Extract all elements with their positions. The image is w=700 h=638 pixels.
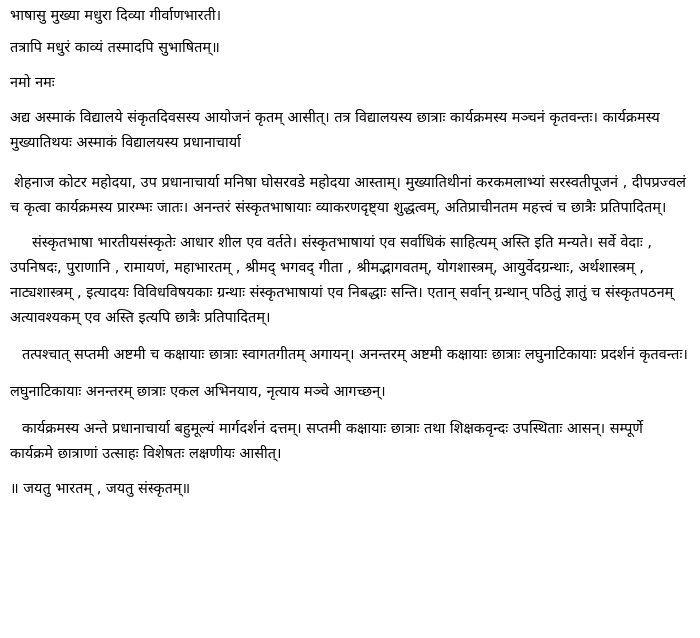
verse-line-1: भाषासु मुख्या मधुरा दिव्या गीर्वाणभारती। [10,8,222,24]
paragraph-songs: तत्पश्चात् सप्तमी अष्टमी च कक्षायाः छात्राः स्वागतगीतम् अगायन्। अनन्तरम् अष्टमी कक्षायाः छात्राः लघुनाटिकायाः प्रदर्शनं कृतवन्तः। [22,347,688,363]
closing-line: ॥ जयतु भारतम् , जयतु संस्कृतम्॥ [10,481,191,497]
verse-line-2: तत्रापि मधुरं काव्यं तस्मादपि सुभाषितम्॥ [10,40,220,56]
paragraph-conclusion: कार्यक्रमस्य अन्ते प्रधानाचार्या बहुमूल्यं मार्गदर्शनं दत्तम्। सप्तमी कक्षायाः छात्राः तथा शिक्षकवृन्दः उपस्थिताः आसन्। सम्पूर्णे कार्यक्रमे छात्राणां उत्साहः विशेषतः लक्षणीयः आसीत्। [10,421,643,462]
paragraph-sanskrit-importance: संस्कृतभाषा भारतीयसंस्कृतेः आधार शील एव वर्तते। संस्कृतभाषायां एव सर्वाधिकं साहित्यम् अस्ति इति मन्यते। सर्वे वेदाः , उपनिषदः, पुराणानि , रामायणं, महाभारतम् , श्रीमद् भगवद् गीता , श्रीमद्भागवतम्, योगशास्त्रम्, आयुर्वेदग्रन्थाः, अर्थशास्त्रम् , नाट्यशास्त्रम् , इत्यादयः विविधविषयकाः ग्रन्थाः संस्कृतभाषायां एव निबद्धाः सन्ति। एतान् सर्वान् ग्रन्थान् पठितुं ज्ञातुं च संस्कृतपठनम् अत्यावश्यकम् एव अस्ति इत्यपि छात्रैः प्रतिपादितम्। [10,235,674,326]
paragraph-intro: अद्य अस्माकं विद्यालये संकृतदिवसस्य आयोजनं कृतम् आसीत्। तत्र विद्यालयस्य छात्राः कार्यक्रमस्य मञ्चनं कृतवन्तः। कार्यक्रमस्य मुख्यातिथयः अस्माकं विद्यालयस्य प्रधानाचार्या [10,110,660,151]
paragraph-performances: लघुनाटिकायाः अनन्तरम् छात्राः एकल अभिनयाय, नृत्याय मञ्चे आगच्छन्। [10,384,386,400]
greeting: नमो नमः [10,75,55,91]
paragraph-guests: शेहनाज कोटर महोदया, उप प्रधानाचार्या मनिषा घोसरवडे महोदया आस्ताम्। मुख्यातिथीनां करकमलाभ्यां सरस्वतीपूजनं , दीपप्रज्वलं च कृत्वा कार्यक्रमस्य प्रारम्भः जातः। अनन्तरं संस्कृतभाषायाः व्याकरणदृष्ट्या शुद्धत्वम्, अतिप्राचीनतम महत्त्वं च छात्रैः प्रतिपादितम्। [10,175,686,216]
